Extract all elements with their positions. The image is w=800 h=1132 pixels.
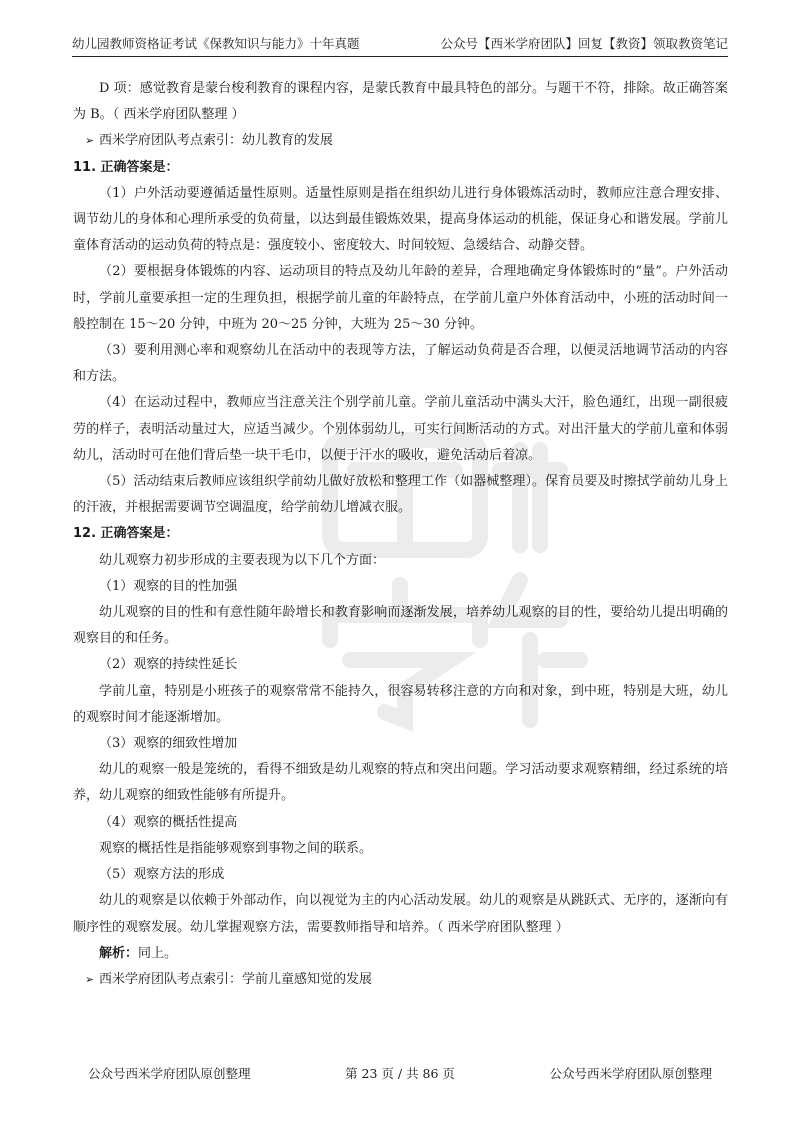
index-line-1	[73, 128, 728, 154]
q12-paragraph-3: 幼儿的观察一般是笼统的，看得不细致是幼儿观察的特点和突出问题。学习活动要求观察精细，经过系统的培养，幼儿观察的细致性能够有所提升。	[73, 762, 728, 804]
q12-paragraph-4: 观察的概括性是指能够观察到事物之间的联系。	[99, 840, 373, 856]
option-d-text: D 项：感觉教育是蒙台梭利教育的课程内容，是蒙氏教育中最具特色的部分。与题干不符，排除。故正确答案为 B。	[73, 81, 728, 123]
analysis-text: 同上。	[138, 945, 178, 961]
team-tag-2: （ 西米学府团队整理 ）	[437, 919, 569, 935]
page-number: 第 23 页 / 共 86 页	[345, 1066, 455, 1081]
q12-heading-2: （2）观察的持续性延长	[99, 657, 238, 673]
q12-heading-1: （1）观察的目的性加强	[99, 578, 238, 594]
header-right: 公众号【西米学府团队】回复【教资】领取教资笔记	[440, 36, 728, 51]
option-d-paragraph	[73, 76, 728, 128]
q11-item-1: （1）户外活动要遵循适量性原则。适量性原则是指在组织幼儿进行身体锻炼活动时，教师应注意合理安排、调节幼儿的身体和心理所承受的负荷量，以达到最佳锻炼效果，提高身体运动的机能，保证身心和谐发展。学前儿童体育活动的运动负荷的特点是：强度较小、密度较大、时间较短、急缓结合、动静交替。	[73, 185, 728, 254]
q11-answer-label: 11. 正确答案是：	[73, 159, 179, 175]
q12-answer-label: 12. 正确答案是：	[73, 526, 179, 542]
footer-right: 公众号西米学府团队原创整理	[549, 1066, 712, 1081]
q12-paragraph-1: 幼儿观察的目的性和有意性随年龄增长和教育影响而逐渐发展，培养幼儿观察的目的性，要给幼儿提出明确的观察目的和任务。	[73, 605, 728, 647]
q11-item-2: （2）要根据身体锻炼的内容、运动项目的特点及幼儿年龄的差异，合理地确定身体锻炼时的“量”。户外活动时，学前儿童要承担一定的生理负担，根据学前儿童的年龄特点，在学前儿童户外体育活动中，小班的活动时间一般控制在 15～20 分钟，中班为 20～25 分钟，大班为 25～30 分钟。	[73, 264, 728, 332]
q12-paragraph-2: 学前儿童，特别是小班孩子的观察常常不能持久，很容易转移注意的方向和对象，到中班，特别是大班，幼儿的观察时间才能逐渐增加。	[73, 683, 728, 725]
team-tag: （ 西米学府团队整理 ）	[112, 107, 245, 123]
q12-heading-4: （4）观察的概括性提高	[99, 814, 238, 830]
q12-intro: 幼儿观察力初步形成的主要表现为以下几个方面：	[99, 552, 386, 568]
arrow-bullet-icon: ➢	[85, 972, 95, 986]
q12-paragraph-5	[73, 888, 728, 940]
q12-heading-5: （5）观察方法的形成	[99, 867, 225, 883]
arrow-bullet-icon: ➢	[85, 134, 95, 148]
q12-heading-3: （3）观察的细致性增加	[99, 736, 238, 752]
index-line-2	[73, 967, 728, 993]
page-body	[73, 76, 728, 993]
footer-left: 公众号西米学府团队原创整理	[88, 1066, 251, 1081]
q11-item-3: （3）要利用测心率和观察幼儿在活动中的表现等方法，了解运动负荷是否合理，以便灵活地调节活动的内容和方法。	[73, 343, 728, 385]
q11-item-5: （5）活动结束后教师应该组织学前幼儿做好放松和整理工作（如器械整理）。保育员要及时擦拭学前幼儿身上的汗液，并根据需要调节空调温度，给学前幼儿增减衣服。	[73, 474, 728, 516]
analysis-line	[73, 941, 728, 967]
index-text-2: 西米学府团队考点索引：学前儿童感知觉的发展	[99, 971, 373, 987]
analysis-label: 解析：	[99, 945, 139, 961]
header-left: 幼儿园教师资格证考试《保教知识与能力》十年真题	[72, 36, 360, 51]
page-header	[72, 34, 728, 57]
q11-item-4: （4）在运动过程中，教师应当注意关注个别学前儿童。学前儿童活动中满头大汗，脸色通红，出现一副很疲劳的样子，表明活动量过大，应适当减少。个别体弱幼儿，可实行间断活动的方式。对出汗量大的学前儿童和体弱幼儿，活动时可在他们背后垫一块干毛巾，以便于汗水的吸收，避免活动后着凉。	[73, 395, 728, 463]
page-footer	[88, 1064, 712, 1082]
q12-paragraph-5-text: 幼儿的观察是以依赖于外部动作，向以视觉为主的内心活动发展。幼儿的观察是从跳跃式、无序的，逐渐向有顺序性的观察发展。幼儿掌握观察方法，需要教师指导和培养。	[73, 893, 728, 935]
index-text-1: 西米学府团队考点索引：幼儿教育的发展	[99, 133, 334, 149]
